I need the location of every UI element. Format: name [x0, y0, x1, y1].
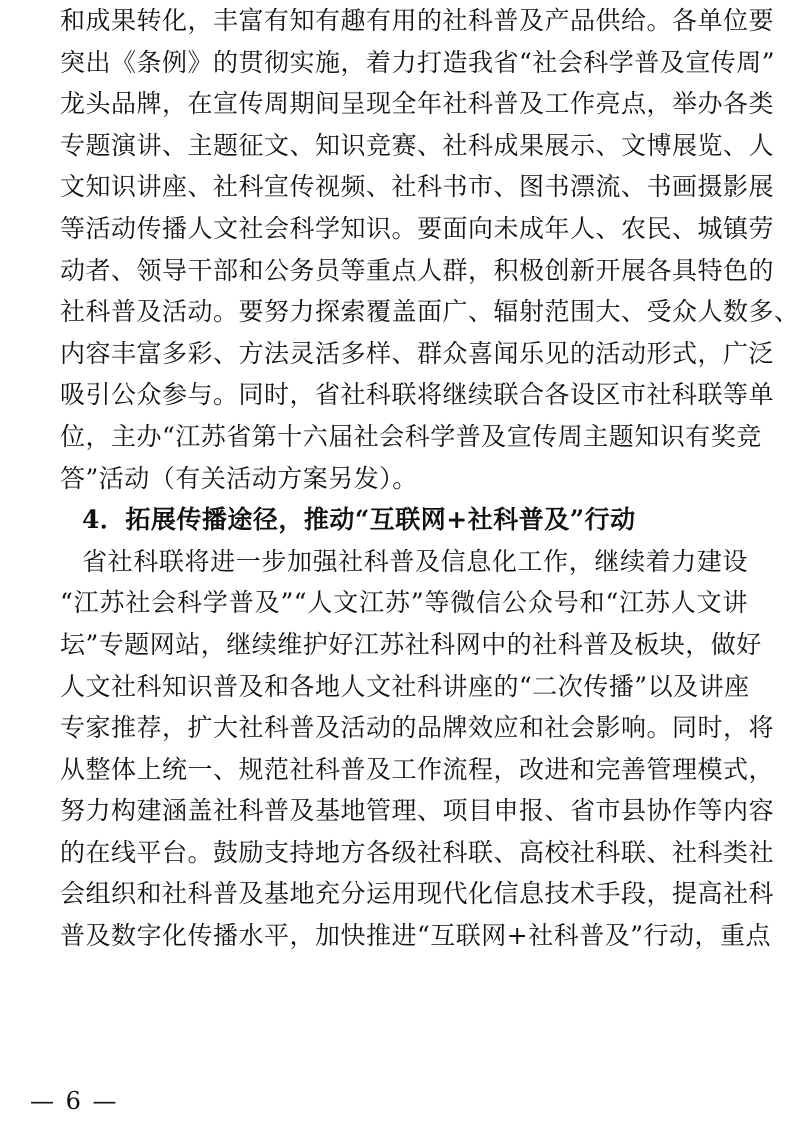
text-line: 努力构建涵盖社科普及基地管理、项目申报、省市县协作等内容	[60, 796, 775, 826]
text-line: 会组织和社科普及基地充分运用现代化信息技术手段，提高社科	[60, 879, 775, 909]
text-line: 吸引公众参与。同时，省社科联将继续联合各设区市社科联等单	[60, 380, 775, 410]
body-text	[60, 0, 800, 957]
text-line: “江苏社会科学普及”“人文江苏”等微信公众号和“江苏人文讲	[60, 588, 748, 618]
text-line: 等活动传播人文社会科学知识。要面向未成年人、农民、城镇劳	[60, 213, 775, 243]
text-line: 专题演讲、主题征文、知识竞赛、社科成果展示、文博展览、人	[60, 130, 775, 160]
text-line: 龙头品牌，在宣传周期间呈现全年社科普及工作亮点，举办各类	[60, 89, 775, 119]
paragraph-2	[60, 541, 775, 957]
text-line: 动者、领导干部和公务员等重点人群，积极创新开展各具特色的	[60, 255, 775, 285]
text-line: 内容丰富多彩、方法灵活多样、群众喜闻乐见的活动形式，广泛	[60, 338, 775, 368]
section-heading: 4．拓展传播途径，推动“互联网+社科普及”行动	[82, 505, 636, 535]
text-line: 省社科联将进一步加强社科普及信息化工作，继续着力建设	[82, 546, 748, 576]
text-line: 位，主办“江苏省第十六届社会科学普及宣传周主题知识有奖竞	[60, 421, 762, 451]
text-line: 突出《条例》的贯彻实施，着力打造我省“社会科学普及宣传周”	[60, 47, 776, 77]
text-line: 文知识讲座、社科宣传视频、社科书市、图书漂流、书画摄影展	[60, 172, 775, 202]
text-line: 人文社科知识普及和各地人文社科讲座的“二次传播”以及讲座	[60, 671, 750, 701]
paragraph-1	[60, 0, 800, 499]
text-line: 从整体上统一、规范社科普及工作流程，改进和完善管理模式，	[60, 754, 775, 784]
text-line: 专家推荐，扩大社科普及活动的品牌效应和社会影响。同时，将	[60, 713, 775, 743]
text-line: 和成果转化，丰富有知有趣有用的社科普及产品供给。各单位要	[60, 6, 775, 35]
text-line: 普及数字化传播水平，加快推进“互联网+社科普及”行动，重点	[60, 921, 772, 951]
text-line: 的在线平台。鼓励支持地方各级社科联、高校社科联、社科类社	[60, 837, 775, 867]
text-line: 坛”专题网站，继续维护好江苏社科网中的社科普及板块，做好	[60, 629, 762, 659]
text-line: 社科普及活动。要努力探索覆盖面广、辐射范围大、受众人数多、	[60, 297, 800, 327]
page-number: — 6 —	[30, 1087, 119, 1115]
text-line: 答”活动（有关活动方案另发）。	[60, 463, 418, 493]
